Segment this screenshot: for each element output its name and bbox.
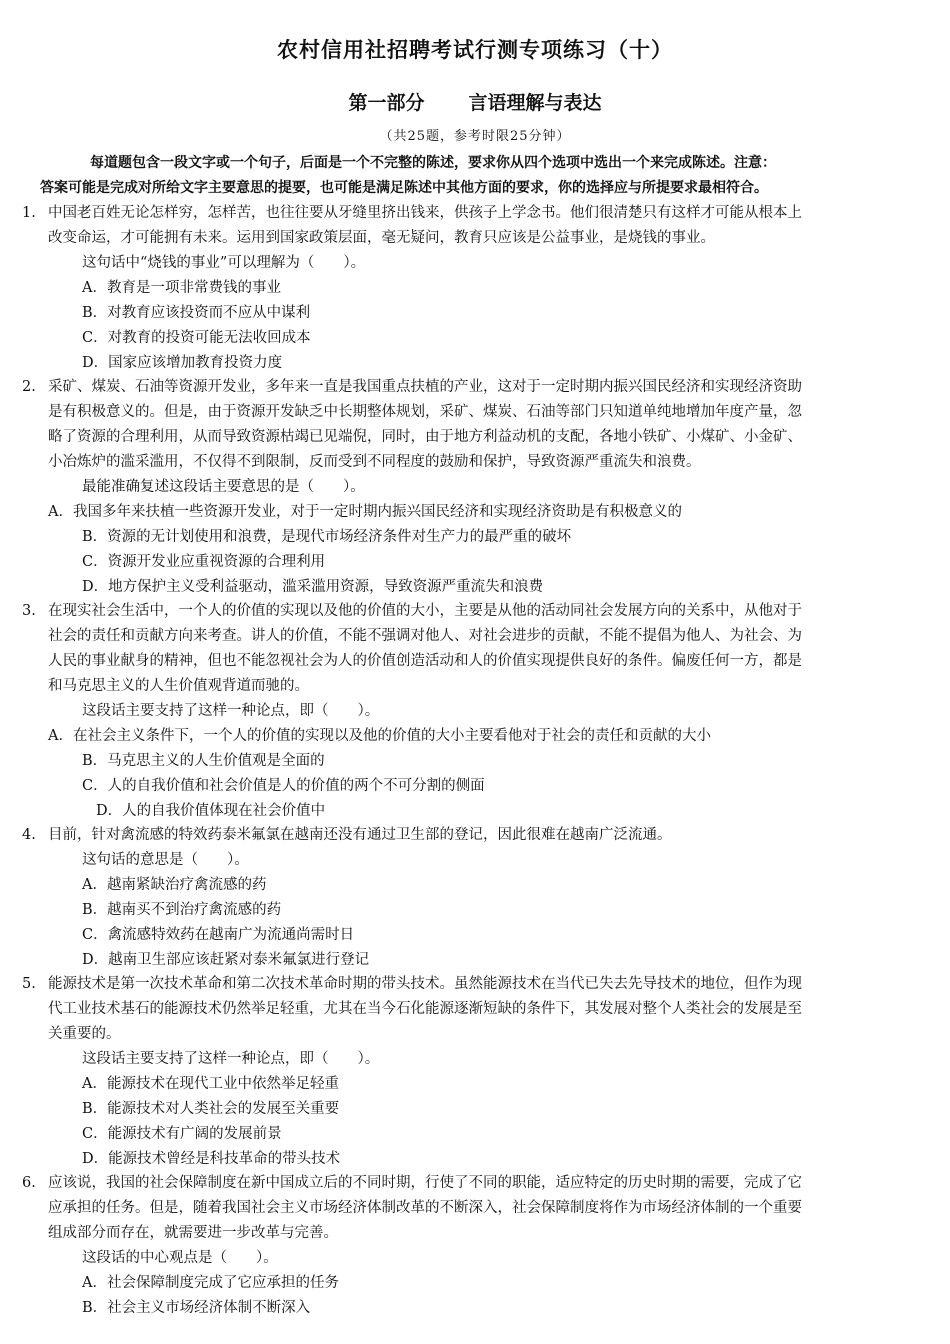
question-number: 5. [22, 976, 36, 992]
option-a[interactable]: A．社会保障制度完成了它应承担的任务 [82, 1275, 339, 1291]
time-limit-note: （共25题，参考时限25分钟） [379, 129, 571, 144]
question-prompt: 这句话中“烧钱的事业”可以理解为（ ）。 [82, 255, 366, 271]
option-a[interactable]: A．教育是一项非常费钱的事业 [82, 280, 281, 296]
part-label: 第一部分 [348, 92, 425, 114]
instructions [40, 151, 920, 201]
question-stem-line: 代工业技术基石的能源技术仍然举足轻重，尤其在当今石化能源逐渐短缺的条件下，其发展对整个人类社会的发展是至 [48, 1001, 802, 1017]
question-stem-line: 关重要的。 [48, 1026, 121, 1042]
instruction-line-2: 答案可能是完成对所给文字主要意思的提要，也可能是满足陈述中其他方面的要求，你的选择应与所提要求最相符合。 [40, 180, 768, 196]
question-stem-line: 采矿、煤炭、石油等资源开发业，多年来一直是我国重点扶植的产业，这对于一定时期内振兴国民经济和实现经济资助 [48, 379, 802, 395]
question-stem-line: 中国老百姓无论怎样穷，怎样苦，也往往要从牙缝里挤出钱来，供孩子上学念书。他们很清楚只有这样才可能从根本上 [48, 205, 802, 221]
option-d[interactable]: D．能源技术曾经是科技革命的带头技术 [82, 1151, 341, 1167]
question-stem-line: 目前，针对禽流感的特效药泰米氟氯在越南还没有通过卫生部的登记，因此很难在越南广泛流通。 [48, 827, 672, 843]
question-stem-line: 社会的责任和贡献方向来考查。讲人的价值，不能不强调对他人、对社会进步的贡献，不能不提倡为他人、为社会、为 [48, 628, 802, 644]
option-b[interactable]: B．对教育应该投资而不应从中谋利 [82, 305, 311, 321]
question-number: 3. [22, 603, 36, 619]
option-d[interactable]: D．国家应该增加教育投资力度 [82, 355, 283, 371]
option-d[interactable]: D．地方保护主义受利益驱动，滥采滥用资源，导致资源严重流失和浪费 [82, 579, 544, 595]
question-stem-line: 和马克思主义的人生价值观背道而驰的。 [48, 678, 309, 694]
question-prompt: 最能准确复述这段话主要意思的是（ ）。 [82, 479, 365, 495]
option-a[interactable]: A．能源技术在现代工业中依然举足轻重 [82, 1076, 339, 1092]
question-stem-line: 组成部分而存在，就需要进一步改革与完善。 [48, 1225, 338, 1241]
question-stem-line: 在现实社会生活中，一个人的价值的实现以及他的价值的大小，主要是从他的活动同社会发展方向的关系中，从他对于 [48, 603, 802, 619]
option-a[interactable]: A．越南紧缺治疗禽流感的药 [82, 877, 267, 893]
option-d[interactable]: D．人的自我价值体现在社会价值中 [96, 803, 326, 819]
option-c[interactable]: C．资源开发业应重视资源的合理利用 [82, 554, 326, 570]
option-a[interactable]: A．我国多年来扶植一些资源开发业，对于一定时期内振兴国民经济和实现经济资助是有积极意义的 [48, 504, 682, 520]
question-stem-line: 略了资源的合理利用，从而导致资源枯竭已见端倪，同时，由于地方利益动机的支配，各地小铁矿、小煤矿、小金矿、 [48, 429, 802, 445]
option-b[interactable]: B．资源的无计划使用和浪费，是现代市场经济条件对生产力的最严重的破坏 [82, 529, 572, 545]
question-stem-line: 改变命运，才可能拥有未来。运用到国家政策层面，毫无疑问，教育只应该是公益事业，是烧钱的事业。 [48, 230, 715, 246]
question-stem-line: 是有积极意义的。但是，由于资源开发缺乏中长期整体规划，采矿、煤炭、石油等部门只知道单纯地增加年度产量，忽 [48, 404, 802, 420]
option-b[interactable]: B．社会主义市场经济体制不断深入 [82, 1300, 311, 1316]
question-stem-line: 小冶炼炉的滥采滥用，不仅得不到限制，反而受到不同程度的鼓励和保护，导致资源严重流失和浪费。 [48, 454, 701, 470]
question-stem-line: 应承担的任务。但是，随着我国社会主义市场经济体制改革的不断深入，社会保障制度将作为市场经济体制的一个重要 [48, 1200, 802, 1216]
question-prompt: 这段话主要支持了这样一种论点，即（ ）。 [82, 703, 380, 719]
option-c[interactable]: C．人的自我价值和社会价值是人的价值的两个不可分割的侧面 [82, 778, 485, 794]
question-prompt: 这段话主要支持了这样一种论点，即（ ）。 [82, 1051, 380, 1067]
question-number: 6. [22, 1175, 36, 1191]
option-c[interactable]: C．能源技术有广阔的发展前景 [82, 1126, 282, 1142]
option-c[interactable]: C．禽流感特效药在越南广为流通尚需时日 [82, 927, 355, 943]
option-d[interactable]: D．越南卫生部应该赶紧对泰米氟氯进行登记 [82, 952, 370, 968]
question-stem-line: 人民的事业献身的精神，但也不能忽视社会为人的价值创造活动和人的价值实现提供良好的条件。偏废任何一方，都是 [48, 653, 802, 669]
question-prompt: 这段话的中心观点是（ ）。 [82, 1250, 278, 1266]
question-stem-line: 应该说，我国的社会保障制度在新中国成立后的不同时期，行使了不同的职能，适应特定的历史时期的需要，完成了它 [48, 1175, 802, 1191]
question-number: 4. [22, 827, 36, 843]
page-title: 农村信用社招聘考试行测专项练习（十） [277, 38, 673, 62]
question-stem-line: 能源技术是第一次技术革命和第二次技术革命时期的带头技术。虽然能源技术在当代已失去先导技术的地位，但作为现 [48, 976, 802, 992]
question-prompt: 这句话的意思是（ ）。 [82, 852, 249, 868]
section-heading [0, 88, 950, 115]
question-number: 1. [22, 205, 36, 221]
option-b[interactable]: B．越南买不到治疗禽流感的药 [82, 902, 282, 918]
section-label: 言语理解与表达 [468, 92, 602, 114]
question-number: 2. [22, 379, 36, 395]
instruction-line-1: 每道题包含一段文字或一个句子，后面是一个不完整的陈述，要求你从四个选项中选出一个来完成陈述。注意： [90, 155, 776, 171]
option-b[interactable]: B．马克思主义的人生价值观是全面的 [82, 753, 325, 769]
option-a[interactable]: A．在社会主义条件下，一个人的价值的实现以及他的价值的大小主要看他对于社会的责任和贡献的大小 [48, 728, 711, 744]
option-b[interactable]: B．能源技术对人类社会的发展至关重要 [82, 1101, 340, 1117]
option-c[interactable]: C．对教育的投资可能无法收回成本 [82, 330, 311, 346]
